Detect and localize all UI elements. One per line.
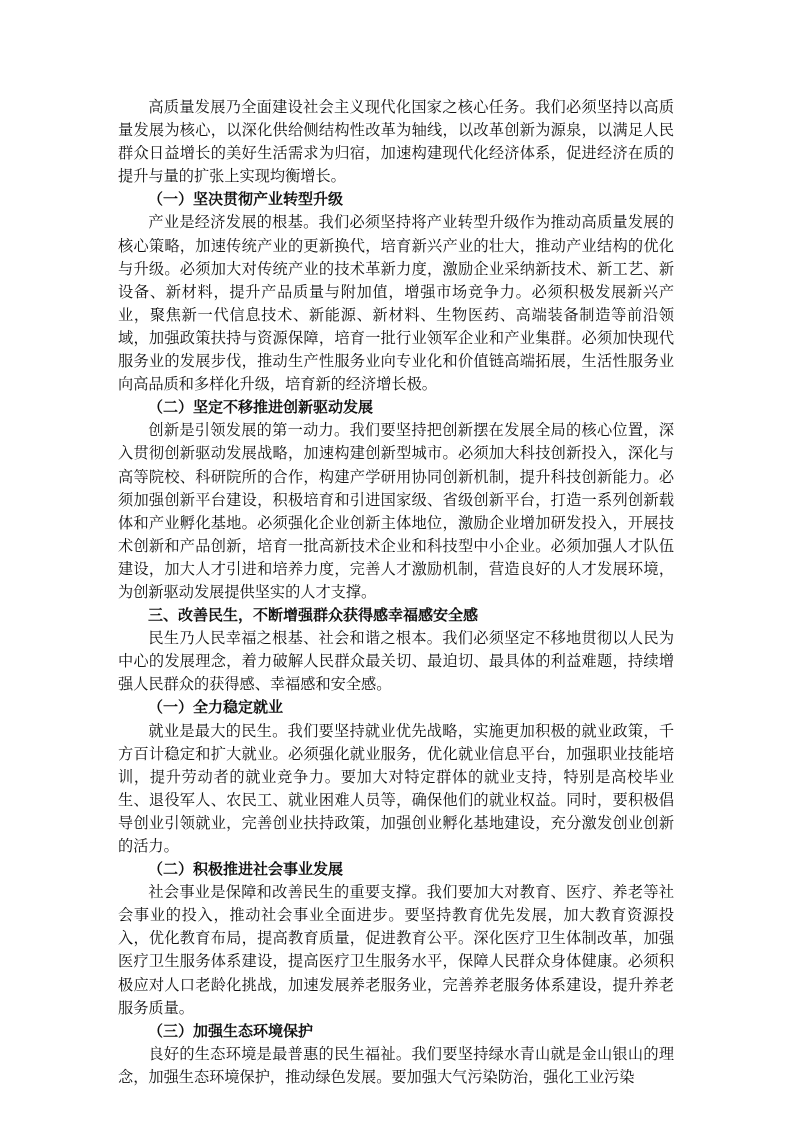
- intro-paragraph: 高质量发展乃全面建设社会主义现代化国家之核心任务。我们必须坚持以高质量发展为核心，以深化供给侧结构性改革为轴线，以改革创新为源泉，以满足人民群众日益增长的美好生活需求为归宿，加速构建现代化经济体系，促进经济在质的提升与量的扩张上实现均衡增长。: [118, 98, 674, 186]
- section-heading-employment: （一）全力稳定就业: [148, 698, 284, 717]
- livelihood-paragraph: 民生乃人民幸福之根基、社会和谐之根本。我们必须坚定不移地贯彻以人民为中心的发展理念，着力破解人民群众最关切、最迫切、最具体的利益难题，持续增强人民群众的获得感、幸福感和安全感。: [118, 629, 674, 694]
- section-heading-innovation: （二）坚定不移推进创新驱动发展: [148, 398, 374, 417]
- document-body: [118, 96, 674, 1089]
- social-undertakings-paragraph: 社会事业是保障和改善民生的重要支撑。我们要加大对教育、医疗、养老等社会事业的投入，推动社会事业全面进步。要坚持教育优先发展，加大教育资源投入，优化教育布局，提高教育质量，促进教育公平。深化医疗卫生体制改革，加强医疗卫生服务体系建设，提高医疗卫生服务水平，保障人民群众身体健康。必须积极应对人口老龄化挑战，加速发展养老服务业，完善养老服务体系建设，提升养老服务质量。: [118, 883, 674, 1017]
- employment-paragraph: 就业是最大的民生。我们要坚持就业优先战略，实施更加积极的就业政策，千方百计稳定和扩大就业。必须强化就业服务，优化就业信息平台，加强职业技能培训，提升劳动者的就业竞争力。要加大对特定群体的就业支持，特别是高校毕业生、退役军人、农民工、就业困难人员等，确保他们的就业权益。同时，要积极倡导创业引领就业，完善创业扶持政策，加强创业孵化基地建设，充分激发创业创新的活力。: [118, 721, 674, 855]
- section-heading-industry-upgrade: （一）坚决贯彻产业转型升级: [148, 190, 344, 209]
- section-heading-livelihood: 三、改善民生，不断增强群众获得感幸福感安全感: [148, 606, 479, 625]
- industry-upgrade-paragraph: 产业是经济发展的根基。我们必须坚持将产业转型升级作为推动高质量发展的核心策略，加速传统产业的更新换代，培育新兴产业的壮大，推动产业结构的优化与升级。必须加大对传统产业的技术革新力度，激励企业采纳新技术、新工艺、新设备、新材料，提升产品质量与附加值，增强市场竞争力。必须积极发展新兴产业，聚焦新一代信息技术、新能源、新材料、生物医药、高端装备制造等前沿领域，加强政策扶持与资源保障，培育一批行业领军企业和产业集群。必须加快现代服务业的发展步伐，推动生产性服务业向专业化和价值链高端拓展，生活性服务业向高品质和多样化升级，培育新的经济增长极。: [118, 213, 674, 394]
- ecology-paragraph: 良好的生态环境是最普惠的民生福祉。我们要坚持绿水青山就是金山银山的理念，加强生态环境保护，推动绿色发展。要加强大气污染防治，强化工业污染: [118, 1044, 674, 1086]
- section-heading-ecology: （三）加强生态环境保护: [148, 1021, 314, 1040]
- innovation-paragraph: 创新是引领发展的第一动力。我们要坚持把创新摆在发展全局的核心位置，深入贯彻创新驱动发展战略，加速构建创新型城市。必须加大科技创新投入，深化与高等院校、科研院所的合作，构建产学研用协同创新机制，提升科技创新能力。必须加强创新平台建设，积极培育和引进国家级、省级创新平台，打造一系列创新载体和产业孵化基地。必须强化企业创新主体地位，激励企业增加研发投入，开展技术创新和产品创新，培育一批高新技术企业和科技型中小企业。必须加强人才队伍建设，加大人才引进和培养力度，完善人才激励机制，营造良好的人才发展环境，为创新驱动发展提供坚实的人才支撑。: [118, 421, 674, 601]
- section-heading-social-undertakings: （二）积极推进社会事业发展: [148, 860, 344, 879]
